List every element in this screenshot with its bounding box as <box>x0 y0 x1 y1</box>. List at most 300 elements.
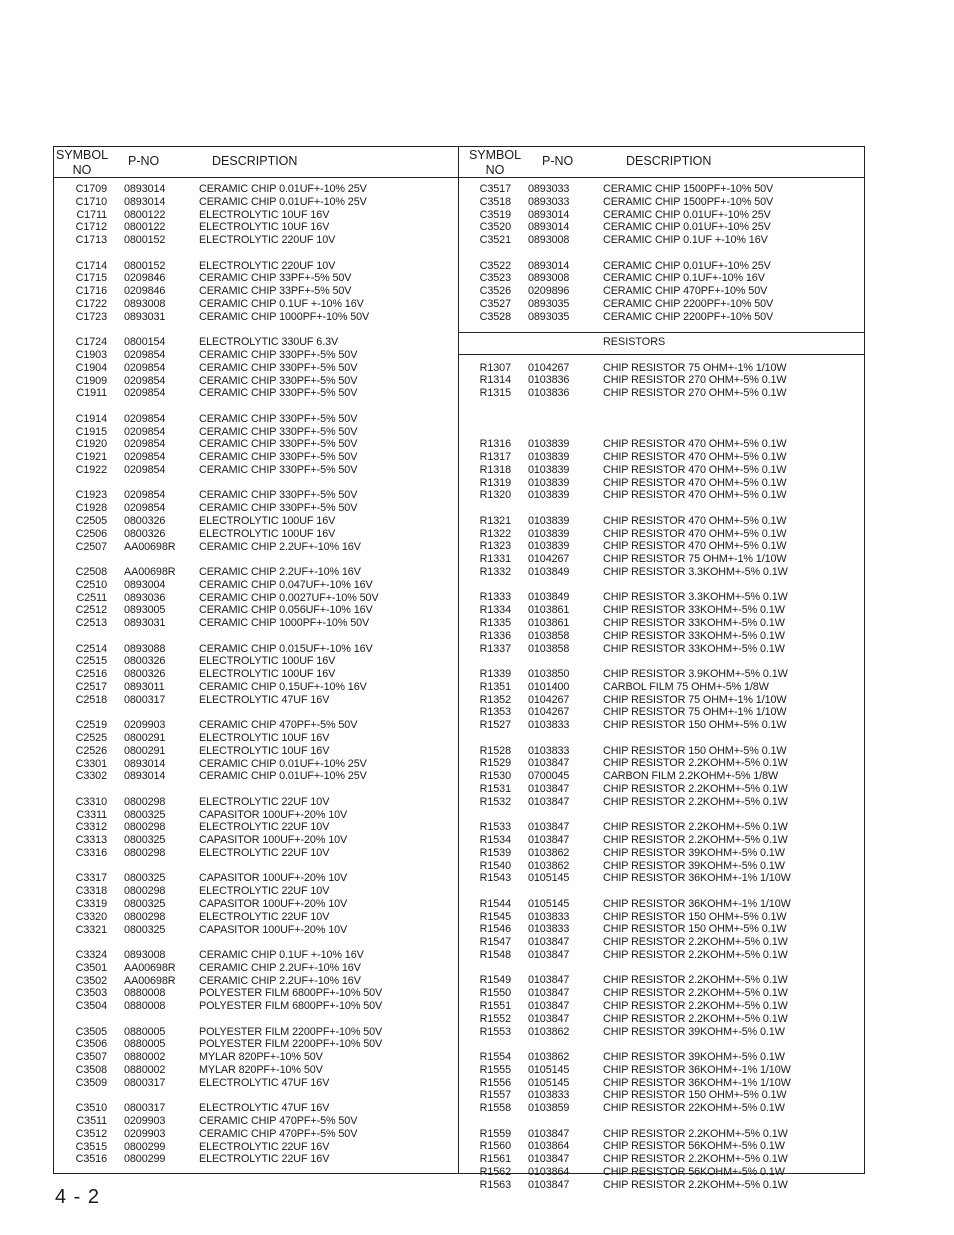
pno-cell: 0800325 <box>124 808 166 821</box>
description-cell: CERAMIC CHIP 33PF+-5% 50V <box>199 272 352 285</box>
description-cell: CHIP RESISTOR 2.2KOHM+-5% 0.1W <box>603 821 788 834</box>
pno-cell: 0103859 <box>528 1102 570 1115</box>
description-cell: CHIP RESISTOR 2.2KOHM+-5% 0.1W <box>603 987 788 1000</box>
symbol-cell: C2518 <box>75 693 107 706</box>
pno-cell: 0103847 <box>528 795 570 808</box>
symbol-cell: C1711 <box>76 208 107 221</box>
description-cell: CHIP RESISTOR 150 OHM+-5% 0.1W <box>603 1089 787 1102</box>
description-cell: CERAMIC CHIP 330PF+-5% 50V <box>199 387 358 400</box>
description-cell: CHIP RESISTOR 470 OHM+-5% 0.1W <box>603 476 787 489</box>
description-cell: MYLAR 820PF+-10% 50V <box>199 1064 323 1076</box>
pno-cell: 0103839 <box>528 450 570 463</box>
description-cell: CHIP RESISTOR 470 OHM+-5% 0.1W <box>603 489 787 502</box>
symbol-cell: C2526 <box>75 744 107 757</box>
pno-cell: 0103839 <box>528 514 570 527</box>
description-cell: ELECTROLYTIC 10UF 16V <box>199 221 330 234</box>
symbol-cell: C1903 <box>75 349 107 361</box>
symbol-cell: R1333 <box>479 591 511 604</box>
description-cell: CHIP RESISTOR 150 OHM+-5% 0.1W <box>603 744 787 757</box>
column-divider <box>458 147 459 1173</box>
description-cell: CERAMIC CHIP 330PF+-5% 50V <box>199 451 358 464</box>
pno-cell: 0103836 <box>528 374 570 387</box>
pno-cell: 0880005 <box>124 1038 166 1051</box>
pno-cell: 0893031 <box>124 617 166 630</box>
symbol-cell: R1561 <box>479 1153 511 1166</box>
description-cell: CERAMIC CHIP 470PF+-5% 50V <box>199 1127 358 1140</box>
parts-list-table <box>53 146 865 1191</box>
pno-cell: 0103839 <box>528 540 570 553</box>
description-cell: POLYESTER FILM 6800PF+-10% 50V <box>199 1000 383 1013</box>
pno-cell: 0800152 <box>124 234 166 247</box>
symbol-cell: R1543 <box>479 872 511 885</box>
description-cell: CHIP RESISTOR 56KOHM+-5% 0.1W <box>603 1165 785 1178</box>
description-cell: ELECTROLYTIC 22UF 10V <box>199 847 330 859</box>
description-cell: CERAMIC CHIP 1500PF+-10% 50V <box>603 183 774 195</box>
symbol-cell: R1562 <box>479 1165 511 1178</box>
pno-cell: 0103839 <box>528 476 570 489</box>
pno-cell: 0105145 <box>528 897 570 910</box>
pno-cell: 0103858 <box>528 629 570 642</box>
pno-cell: 0103833 <box>528 744 570 757</box>
symbol-cell: C3318 <box>75 885 107 898</box>
description-cell: ELECTROLYTIC 47UF 16V <box>199 1076 330 1089</box>
description-cell: ELECTROLYTIC 22UF 10V <box>199 910 330 923</box>
pno-cell: 0209903 <box>124 719 166 732</box>
pno-cell: 0880005 <box>124 1025 166 1038</box>
pno-cell: 0103833 <box>528 719 570 732</box>
pno-cell: 0103861 <box>528 616 570 629</box>
description-cell: CHIP RESISTOR 470 OHM+-5% 0.1W <box>603 463 787 476</box>
description-cell: CHIP RESISTOR 39KOHM+-5% 0.1W <box>603 846 785 859</box>
pno-cell: 0800154 <box>124 336 166 349</box>
symbol-cell: R1322 <box>479 527 511 540</box>
symbol-cell: R1331 <box>479 553 511 566</box>
description-cell: CHIP RESISTOR 2.2KOHM+-5% 0.1W <box>603 833 788 846</box>
description-cell: CARBON FILM 2.2KOHM+-5% 1/8W <box>603 770 779 783</box>
pno-cell: 0103847 <box>528 948 570 961</box>
symbol-cell: R1318 <box>479 463 511 476</box>
symbol-cell: R1337 <box>479 642 511 655</box>
pno-cell: 0105145 <box>528 1063 570 1076</box>
pno-cell: 0103849 <box>528 565 570 578</box>
symbol-cell: C2515 <box>75 655 107 668</box>
pno-cell: 0105145 <box>528 1076 570 1089</box>
description-cell: ELECTROLYTIC 100UF 16V <box>199 515 336 527</box>
pno-cell: AA00698R <box>124 961 176 974</box>
symbol-cell: C2513 <box>75 617 107 630</box>
symbol-cell: R1323 <box>479 540 511 553</box>
symbol-cell: C1723 <box>75 310 107 323</box>
symbol-cell: C2506 <box>75 527 107 540</box>
pno-cell: 0800326 <box>124 668 166 681</box>
symbol-cell: R1339 <box>479 667 511 680</box>
pno-cell: 0103847 <box>528 1012 570 1025</box>
description-cell: ELECTROLYTIC 330UF 6.3V <box>199 336 339 349</box>
description-cell: CHIP RESISTOR 2.2KOHM+-5% 0.1W <box>603 1127 788 1140</box>
description-cell: CERAMIC CHIP 33PF+-5% 50V <box>199 285 352 298</box>
symbol-cell: R1335 <box>479 616 511 629</box>
pno-cell: 0103862 <box>528 846 570 859</box>
pno-cell: 0103833 <box>528 910 570 923</box>
header-description-right: DESCRIPTION <box>626 154 712 168</box>
description-cell: CHIP RESISTOR 470 OHM+-5% 0.1W <box>603 438 787 451</box>
symbol-cell: C3312 <box>75 821 107 834</box>
header-symbol-right-text: SYMBOL NO <box>468 148 522 177</box>
pno-cell: 0209854 <box>124 425 166 438</box>
pno-cell: 0103864 <box>528 1165 570 1178</box>
pno-cell: 0800298 <box>124 910 166 923</box>
symbol-cell: R1557 <box>479 1089 511 1102</box>
description-cell: CERAMIC CHIP 0.01UF+-10% 25V <box>199 195 367 208</box>
description-cell: CHIP RESISTOR 36KOHM+-1% 1/10W <box>603 1063 791 1076</box>
symbol-cell: C2512 <box>75 604 107 617</box>
description-cell: CHIP RESISTOR 36KOHM+-1% 1/10W <box>603 1076 791 1089</box>
pno-cell: 0209854 <box>124 464 166 476</box>
pno-cell: 0893005 <box>124 604 166 617</box>
description-cell: CHIP RESISTOR 2.2KOHM+-5% 0.1W <box>603 782 788 795</box>
description-cell: CERAMIC CHIP 330PF+-5% 50V <box>199 361 358 374</box>
resistors-section-top-line <box>459 332 865 333</box>
description-cell: MYLAR 820PF+-10% 50V <box>199 1051 323 1064</box>
symbol-cell: R1547 <box>479 936 511 949</box>
pno-cell: 0880008 <box>124 987 166 1000</box>
resistors-section-bottom-line <box>459 354 865 355</box>
pno-cell: 0880002 <box>124 1064 166 1076</box>
symbol-cell: C1713 <box>75 234 107 247</box>
symbol-cell: C3501 <box>75 961 107 974</box>
page-number: 4 - 2 <box>55 1186 101 1208</box>
pno-cell: 0103833 <box>528 1089 570 1102</box>
pno-cell: 0103847 <box>528 987 570 1000</box>
symbol-cell: C3517 <box>479 183 511 195</box>
symbol-cell: C3302 <box>75 770 107 783</box>
pno-cell: 0893035 <box>528 298 570 310</box>
pno-cell: 0893014 <box>124 770 166 783</box>
description-cell: CERAMIC CHIP 2200PF+-10% 50V <box>603 298 774 310</box>
description-cell: ELECTROLYTIC 22UF 10V <box>199 821 330 834</box>
pno-cell: 0800325 <box>124 872 166 885</box>
symbol-cell: C1928 <box>75 502 107 515</box>
pno-cell: 0800317 <box>124 1076 166 1089</box>
symbol-cell: R1352 <box>479 693 511 706</box>
symbol-cell: R1533 <box>479 821 511 834</box>
pno-cell: 0800298 <box>124 795 166 808</box>
pno-cell: 0103847 <box>528 1153 570 1166</box>
pno-cell: 0103858 <box>528 642 570 655</box>
description-cell: CHIP RESISTOR 22KOHM+-5% 0.1W <box>603 1102 785 1115</box>
description-cell: CERAMIC CHIP 0.047UF+-10% 16V <box>199 578 373 591</box>
description-cell: CERAMIC CHIP 0.01UF+-10% 25V <box>199 770 367 783</box>
symbol-cell: C1722 <box>75 298 107 310</box>
pno-cell: 0103847 <box>528 974 570 987</box>
pno-cell: 0800325 <box>124 834 166 847</box>
description-cell: CAPASITOR 100UF+-20% 10V <box>199 872 348 885</box>
description-cell: CHIP RESISTOR 75 OHM+-1% 1/10W <box>603 706 787 719</box>
symbol-cell: C1921 <box>75 451 107 464</box>
description-cell: CHIP RESISTOR 3.3KOHM+-5% 0.1W <box>603 591 788 604</box>
description-cell: CHIP RESISTOR 33KOHM+-5% 0.1W <box>603 616 785 629</box>
description-cell: CERAMIC CHIP 330PF+-5% 50V <box>199 412 358 425</box>
symbol-cell: R1559 <box>479 1127 511 1140</box>
symbol-cell: C2519 <box>75 719 107 732</box>
pno-cell: 0800326 <box>124 655 166 668</box>
symbol-cell: C3526 <box>479 285 511 298</box>
symbol-cell: C3523 <box>479 272 511 285</box>
description-cell: CHIP RESISTOR 270 OHM+-5% 0.1W <box>603 374 787 387</box>
symbol-cell: R1551 <box>479 999 511 1012</box>
pno-cell: 0800326 <box>124 527 166 540</box>
symbol-cell: R1550 <box>479 987 511 1000</box>
pno-cell: 0103833 <box>528 923 570 936</box>
header-pno-right: P-NO <box>542 154 574 168</box>
pno-cell: 0800291 <box>124 732 166 744</box>
symbol-cell: R1529 <box>479 757 511 770</box>
pno-cell: 0103847 <box>528 757 570 770</box>
pno-cell: 0103839 <box>528 463 570 476</box>
symbol-cell: R1546 <box>479 923 511 936</box>
symbol-cell: R1527 <box>479 719 511 732</box>
pno-cell: 0101400 <box>528 680 570 693</box>
description-cell: CERAMIC CHIP 2.2UF+-10% 16V <box>199 566 361 578</box>
symbol-cell: R1332 <box>479 565 511 578</box>
pno-cell: 0893011 <box>124 681 165 693</box>
header-symbol-left <box>52 148 112 178</box>
pno-cell: 0209854 <box>124 489 166 502</box>
symbol-cell: R1563 <box>479 1178 511 1191</box>
pno-cell: 0209854 <box>124 361 166 374</box>
description-cell: CERAMIC CHIP 2.2UF+-10% 16V <box>199 974 361 987</box>
symbol-cell: C3516 <box>75 1153 107 1166</box>
description-cell: CERAMIC CHIP 2200PF+-10% 50V <box>603 310 774 323</box>
description-cell: CAPASITOR 100UF+-20% 10V <box>199 923 348 936</box>
pno-cell: 0104267 <box>528 553 570 566</box>
description-cell: CHIP RESISTOR 150 OHM+-5% 0.1W <box>603 719 787 732</box>
symbol-cell: R1532 <box>479 795 511 808</box>
description-cell: CAPASITOR 100UF+-20% 10V <box>199 898 348 910</box>
symbol-cell: R1315 <box>479 387 511 400</box>
pno-cell: 0893014 <box>528 221 570 234</box>
description-cell: ELECTROLYTIC 22UF 16V <box>199 1140 330 1153</box>
symbol-cell: R1549 <box>479 974 511 987</box>
pno-cell: 0800298 <box>124 847 166 859</box>
description-cell: CHIP RESISTOR 2.2KOHM+-5% 0.1W <box>603 999 788 1012</box>
symbol-cell: R1560 <box>479 1140 511 1153</box>
symbol-cell: R1334 <box>479 604 511 617</box>
symbol-cell: C3507 <box>75 1051 107 1064</box>
pno-cell: 0893008 <box>528 272 570 285</box>
pno-cell: 0893008 <box>528 234 570 247</box>
symbol-cell: R1316 <box>479 438 511 451</box>
symbol-cell: C3509 <box>75 1076 107 1089</box>
description-cell: CERAMIC CHIP 2.2UF+-10% 16V <box>199 961 361 974</box>
symbol-cell: C3515 <box>75 1140 107 1153</box>
pno-cell: 0104267 <box>528 693 570 706</box>
pno-cell: 0104267 <box>528 361 570 374</box>
description-cell: CERAMIC CHIP 0.1UF +-10% 16V <box>199 949 364 961</box>
description-cell: ELECTROLYTIC 22UF 16V <box>199 1153 330 1166</box>
description-cell: ELECTROLYTIC 47UF 16V <box>199 693 330 706</box>
description-cell: ELECTROLYTIC 100UF 16V <box>199 527 336 540</box>
symbol-cell: R1554 <box>479 1050 511 1063</box>
description-cell: CERAMIC CHIP 1000PF+-10% 50V <box>199 617 370 630</box>
description-cell: ELECTROLYTIC 47UF 16V <box>199 1102 330 1115</box>
pno-cell: 0893008 <box>124 949 166 961</box>
pno-cell: 0209846 <box>124 272 166 285</box>
pno-cell: 0800122 <box>124 208 166 221</box>
pno-cell: 0209854 <box>124 451 166 464</box>
pno-cell: 0209896 <box>528 285 570 298</box>
pno-cell: 0893033 <box>528 195 570 208</box>
pno-cell: 0880002 <box>124 1051 166 1064</box>
pno-cell: 0800326 <box>124 515 166 527</box>
description-cell: CHIP RESISTOR 470 OHM+-5% 0.1W <box>603 514 787 527</box>
pno-cell: 0893014 <box>528 259 570 272</box>
description-cell: CHIP RESISTOR 2.2KOHM+-5% 0.1W <box>603 1178 788 1191</box>
symbol-cell: C2510 <box>75 578 107 591</box>
description-cell: CERAMIC CHIP 0.01UF+-10% 25V <box>199 757 367 770</box>
description-cell: CHIP RESISTOR 33KOHM+-5% 0.1W <box>603 604 785 617</box>
description-cell: CERAMIC CHIP 0.0027UF+-10% 50V <box>199 591 379 604</box>
pno-cell: 0103862 <box>528 1050 570 1063</box>
symbol-cell: C3504 <box>75 1000 107 1013</box>
description-cell: CHIP RESISTOR 56KOHM+-5% 0.1W <box>603 1140 785 1153</box>
description-cell: CERAMIC CHIP 0.01UF+-10% 25V <box>603 208 771 221</box>
symbol-cell: C3527 <box>479 298 511 310</box>
symbol-cell: R1553 <box>479 1025 511 1038</box>
symbol-cell: C3301 <box>75 757 107 770</box>
pno-cell: AA00698R <box>124 540 176 553</box>
description-cell: CHIP RESISTOR 470 OHM+-5% 0.1W <box>603 450 787 463</box>
description-cell: CHIP RESISTOR 75 OHM+-1% 1/10W <box>603 553 787 566</box>
pno-cell: 0800299 <box>124 1140 166 1153</box>
symbol-cell: C1715 <box>75 272 107 285</box>
pno-cell: 0893004 <box>124 578 166 591</box>
symbol-cell: C1724 <box>75 336 107 349</box>
description-cell: CERAMIC CHIP 0.01UF+-10% 25V <box>603 259 771 272</box>
header-pno-left: P-NO <box>128 154 160 168</box>
pno-cell: 0893008 <box>124 298 166 310</box>
symbol-cell: R1528 <box>479 744 511 757</box>
description-cell: ELECTROLYTIC 22UF 10V <box>199 795 330 808</box>
description-cell: CHIP RESISTOR 36KOHM+-1% 1/10W <box>603 872 791 885</box>
pno-cell: 0893036 <box>124 591 166 604</box>
pno-cell: 0103861 <box>528 604 570 617</box>
pno-cell: 0209854 <box>124 502 166 515</box>
description-cell: CHIP RESISTOR 36KOHM+-1% 1/10W <box>603 897 791 910</box>
pno-cell: 0893031 <box>124 310 166 323</box>
pno-cell: 0209846 <box>124 285 166 298</box>
header-symbol-right <box>465 148 525 178</box>
symbol-cell: C1716 <box>75 285 107 298</box>
symbol-cell: R1321 <box>479 514 511 527</box>
description-cell: CERAMIC CHIP 0.1UF +-10% 16V <box>199 298 364 310</box>
description-cell: CAPASITOR 100UF+-20% 10V <box>199 834 348 847</box>
description-cell: CHIP RESISTOR 33KOHM+-5% 0.1W <box>603 629 785 642</box>
pno-cell: 0209854 <box>124 349 166 361</box>
symbol-cell: C3528 <box>479 310 511 323</box>
description-cell: ELECTROLYTIC 220UF 10V <box>199 259 336 272</box>
description-cell: CERAMIC CHIP 0.1UF+-10% 16V <box>603 272 765 285</box>
pno-cell: 0209854 <box>124 412 166 425</box>
symbol-cell: C2505 <box>75 515 107 527</box>
symbol-cell: C3313 <box>75 834 107 847</box>
symbol-cell: C3321 <box>75 923 107 936</box>
pno-cell: 0700045 <box>528 770 570 783</box>
pno-cell: 0103847 <box>528 999 570 1012</box>
description-cell: CERAMIC CHIP 330PF+-5% 50V <box>199 489 358 502</box>
symbol-cell: C3310 <box>75 795 107 808</box>
pno-cell: 0800299 <box>124 1153 166 1166</box>
description-cell: CHIP RESISTOR 2.2KOHM+-5% 0.1W <box>603 936 788 949</box>
symbol-cell: C1710 <box>75 195 107 208</box>
description-cell: CHIP RESISTOR 39KOHM+-5% 0.1W <box>603 859 785 872</box>
symbol-cell: C2514 <box>75 642 107 655</box>
symbol-cell: C1920 <box>75 438 107 451</box>
pno-cell: 0209903 <box>124 1115 166 1127</box>
symbol-cell: R1540 <box>479 859 511 872</box>
description-cell: CHIP RESISTOR 2.2KOHM+-5% 0.1W <box>603 1012 788 1025</box>
pno-cell: 0103864 <box>528 1140 570 1153</box>
pno-cell: 0800298 <box>124 885 166 898</box>
symbol-cell: R1545 <box>479 910 511 923</box>
header-description-left: DESCRIPTION <box>212 154 298 168</box>
pno-cell: 0104267 <box>528 706 570 719</box>
pno-cell: 0893014 <box>124 757 166 770</box>
pno-cell: 0103847 <box>528 821 570 834</box>
symbol-cell: R1320 <box>479 489 511 502</box>
symbol-cell: C1911 <box>76 387 107 400</box>
symbol-cell: C3506 <box>75 1038 107 1051</box>
symbol-cell: C1914 <box>75 412 107 425</box>
description-cell: ELECTROLYTIC 220UF 10V <box>199 234 336 247</box>
pno-cell: 0800325 <box>124 923 166 936</box>
symbol-cell: C1714 <box>75 259 107 272</box>
description-cell: CARBOL FILM 75 OHM+-5% 1/8W <box>603 680 769 693</box>
symbol-cell: C2525 <box>75 732 107 744</box>
description-cell: ELECTROLYTIC 10UF 16V <box>199 732 330 744</box>
pno-cell: 0800152 <box>124 259 166 272</box>
pno-cell: 0893033 <box>528 183 570 195</box>
description-cell: CERAMIC CHIP 0.1UF +-10% 16V <box>603 234 768 247</box>
symbol-cell: R1555 <box>479 1063 511 1076</box>
symbol-cell: R1319 <box>479 476 511 489</box>
pno-cell: 0103839 <box>528 438 570 451</box>
symbol-cell: R1336 <box>479 629 511 642</box>
symbol-cell: C2511 <box>76 591 107 604</box>
symbol-cell: R1539 <box>479 846 511 859</box>
pno-cell: 0103862 <box>528 859 570 872</box>
pno-cell: 0209854 <box>124 438 166 451</box>
symbol-cell: C3510 <box>75 1102 107 1115</box>
symbol-cell: C1922 <box>75 464 107 476</box>
description-cell: CHIP RESISTOR 33KOHM+-5% 0.1W <box>603 642 785 655</box>
symbol-cell: C3512 <box>75 1127 107 1140</box>
symbol-cell: R1353 <box>479 706 511 719</box>
symbol-cell: C1909 <box>75 374 107 387</box>
description-cell: CHIP RESISTOR 39KOHM+-5% 0.1W <box>603 1050 785 1063</box>
pno-cell: 0103847 <box>528 1178 570 1191</box>
pno-cell: 0103847 <box>528 1127 570 1140</box>
description-cell: CHIP RESISTOR 470 OHM+-5% 0.1W <box>603 540 787 553</box>
symbol-cell: R1556 <box>479 1076 511 1089</box>
description-cell: POLYESTER FILM 6800PF+-10% 50V <box>199 987 383 1000</box>
pno-cell: 0103849 <box>528 591 570 604</box>
description-cell: CHIP RESISTOR 150 OHM+-5% 0.1W <box>603 923 787 936</box>
description-cell: ELECTROLYTIC 100UF 16V <box>199 655 336 668</box>
symbol-cell: C2516 <box>75 668 107 681</box>
symbol-cell: C3520 <box>479 221 511 234</box>
description-cell: CERAMIC CHIP 470PF+-10% 50V <box>603 285 768 298</box>
